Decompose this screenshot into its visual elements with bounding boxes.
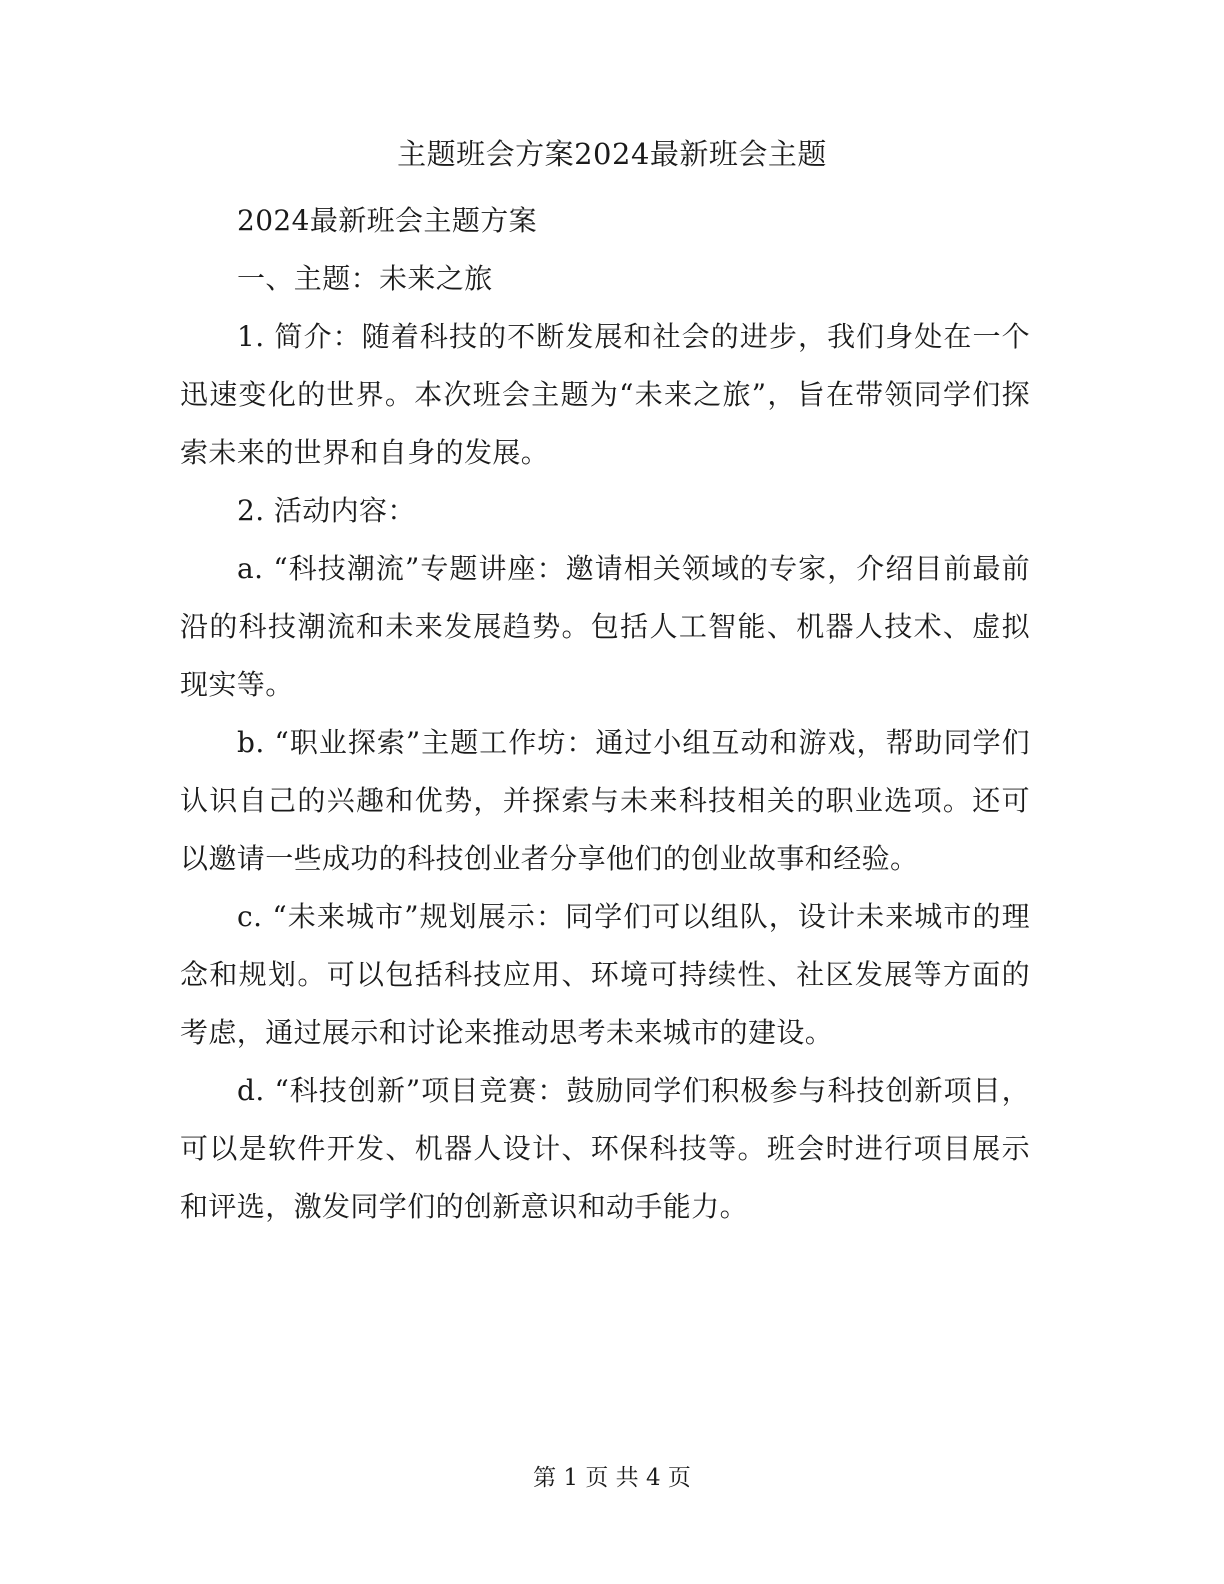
activity-item-c: c. “未来城市”规划展示：同学们可以组队，设计未来城市的理念和规划。可以包括科技应用、环境可持续性、社区发展等方面的考虑，通过展示和讨论来推动思考未来城市的建设。 bbox=[180, 900, 1030, 1049]
document-title: 主题班会方案2024最新班会主题 bbox=[397, 137, 827, 171]
activities-heading: 2. 活动内容： bbox=[237, 494, 416, 527]
activity-item-d: d. “科技创新”项目竞赛：鼓励同学们积极参与科技创新项目，可以是软件开发、机器人设计、环保科技等。班会时进行项目展示和评选，激发同学们的创新意识和动手能力。 bbox=[180, 1074, 1030, 1223]
document-body bbox=[180, 192, 1030, 1236]
theme-heading: 一、主题：未来之旅 bbox=[237, 262, 493, 295]
section-heading: 2024最新班会主题方案 bbox=[237, 204, 538, 237]
page-footer: 第 1 页 共 4 页 bbox=[533, 1465, 691, 1491]
activity-item-b: b. “职业探索”主题工作坊：通过小组互动和游戏，帮助同学们认识自己的兴趣和优势，并探索与未来科技相关的职业选项。还可以邀请一些成功的科技创业者分享他们的创业故事和经验。 bbox=[180, 726, 1030, 875]
activity-item-a: a. “科技潮流”专题讲座：邀请相关领域的专家，介绍目前最前沿的科技潮流和未来发展趋势。包括人工智能、机器人技术、虚拟现实等。 bbox=[180, 552, 1030, 701]
intro-paragraph: 1. 简介：随着科技的不断发展和社会的进步，我们身处在一个迅速变化的世界。本次班会主题为“未来之旅”，旨在带领同学们探索未来的世界和自身的发展。 bbox=[180, 320, 1030, 469]
